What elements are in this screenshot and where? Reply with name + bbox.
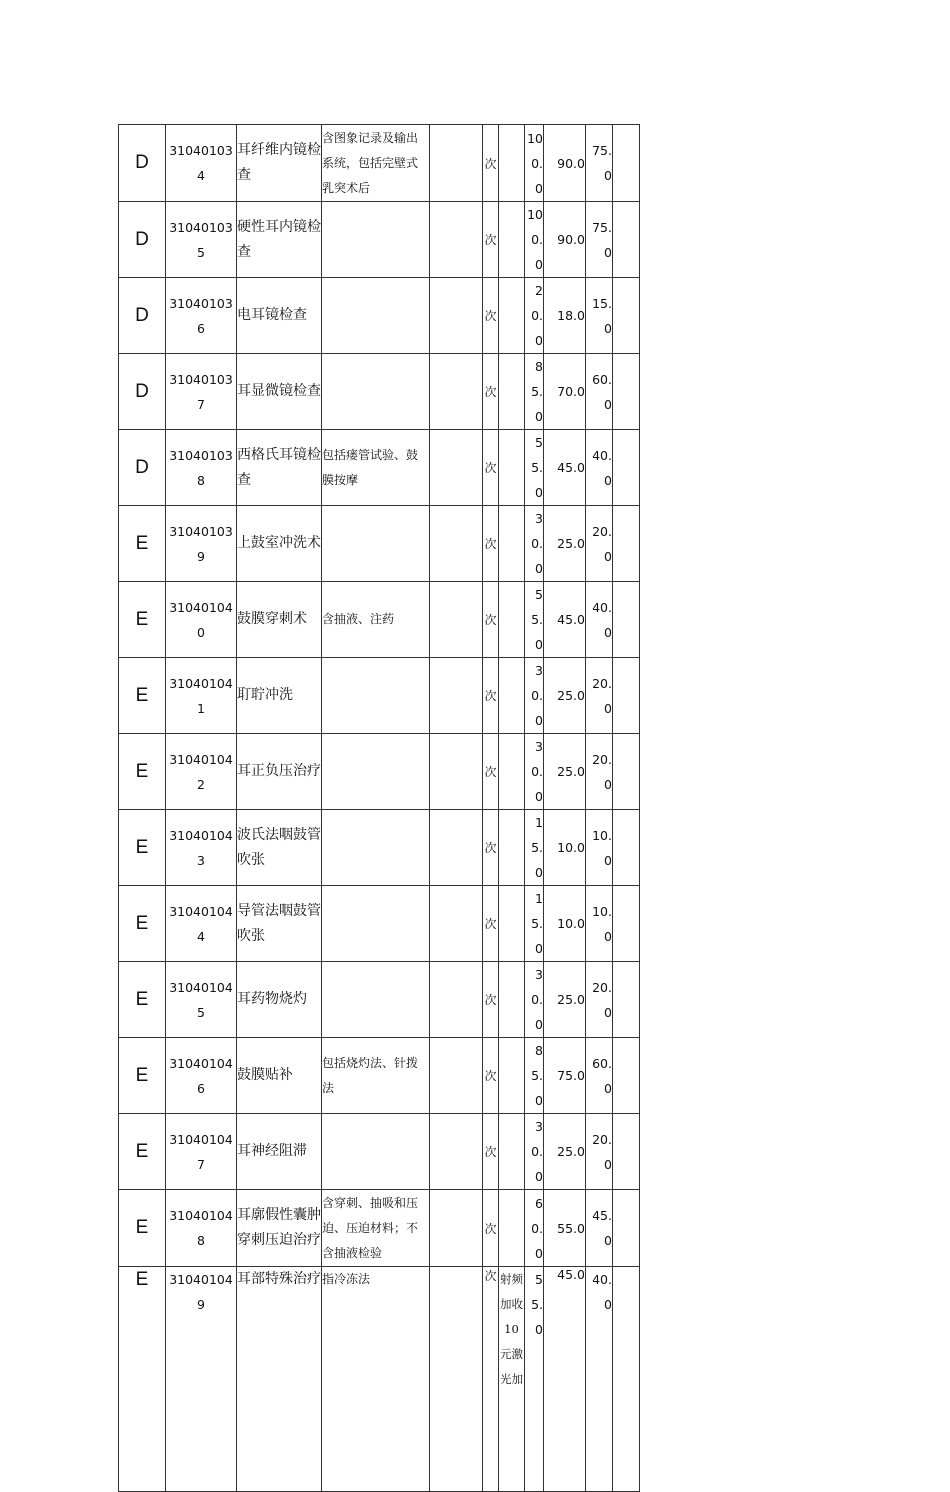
cell-name: 上鼓室冲洗术 — [237, 506, 322, 582]
cell-unit: 次 — [483, 658, 499, 734]
table-body — [119, 125, 640, 1492]
cell-note — [499, 1038, 525, 1114]
trailing-cell — [613, 962, 640, 1038]
cell-cls: E — [119, 962, 166, 1038]
cell-unit: 次 — [483, 962, 499, 1038]
cell-p3: 60.0 — [586, 354, 613, 430]
cell-p1: 100.0 — [525, 125, 544, 202]
cell-name: 导管法咽鼓管吹张 — [237, 886, 322, 962]
empty-cell — [430, 1038, 483, 1114]
trailing-cell — [613, 886, 640, 962]
cell-code: 310401049 — [166, 1267, 237, 1492]
cell-note — [499, 278, 525, 354]
cell-name: 波氏法咽鼓管吹张 — [237, 810, 322, 886]
cell-desc: 指冷冻法 — [322, 1267, 430, 1492]
cell-code: 310401034 — [166, 125, 237, 202]
table-row — [119, 1114, 640, 1190]
cell-code: 310401046 — [166, 1038, 237, 1114]
table-row — [119, 1190, 640, 1267]
cell-desc — [322, 734, 430, 810]
empty-cell — [430, 125, 483, 202]
cell-p3: 75.0 — [586, 202, 613, 278]
trailing-cell — [613, 125, 640, 202]
table-row — [119, 1038, 640, 1114]
cell-p2: 45.0 — [544, 430, 586, 506]
empty-cell — [430, 734, 483, 810]
cell-cls: E — [119, 886, 166, 962]
empty-cell — [430, 810, 483, 886]
trailing-cell — [613, 582, 640, 658]
cell-cls: D — [119, 278, 166, 354]
cell-p1: 55.0 — [525, 430, 544, 506]
empty-cell — [430, 1267, 483, 1492]
empty-cell — [430, 202, 483, 278]
cell-unit: 次 — [483, 886, 499, 962]
cell-p2: 55.0 — [544, 1190, 586, 1267]
cell-code: 310401035 — [166, 202, 237, 278]
cell-p2: 25.0 — [544, 506, 586, 582]
cell-desc — [322, 202, 430, 278]
cell-desc — [322, 886, 430, 962]
cell-p2: 25.0 — [544, 1114, 586, 1190]
cell-name: 耵聍冲洗 — [237, 658, 322, 734]
cell-p1: 85.0 — [525, 354, 544, 430]
cell-p3: 15.0 — [586, 278, 613, 354]
cell-unit: 次 — [483, 734, 499, 810]
cell-unit: 次 — [483, 1190, 499, 1267]
cell-code: 310401047 — [166, 1114, 237, 1190]
cell-name: 耳药物烧灼 — [237, 962, 322, 1038]
cell-desc: 含穿刺、抽吸和压迫、压迫材料；不含抽液检验 — [322, 1190, 430, 1267]
empty-cell — [430, 658, 483, 734]
cell-unit: 次 — [483, 430, 499, 506]
cell-desc: 包括烧灼法、针拨法 — [322, 1038, 430, 1114]
cell-p2: 10.0 — [544, 810, 586, 886]
cell-p3: 45.0 — [586, 1190, 613, 1267]
cell-p3: 60.0 — [586, 1038, 613, 1114]
cell-code: 310401037 — [166, 354, 237, 430]
cell-p2: 25.0 — [544, 658, 586, 734]
empty-cell — [430, 278, 483, 354]
fee-table — [118, 124, 640, 1492]
table-row — [119, 658, 640, 734]
cell-code: 310401039 — [166, 506, 237, 582]
empty-cell — [430, 430, 483, 506]
cell-p1: 30.0 — [525, 734, 544, 810]
trailing-cell — [613, 1038, 640, 1114]
cell-unit: 次 — [483, 582, 499, 658]
cell-code: 310401036 — [166, 278, 237, 354]
cell-code: 310401044 — [166, 886, 237, 962]
trailing-cell — [613, 506, 640, 582]
cell-name: 耳部特殊治疗 — [237, 1267, 322, 1492]
trailing-cell — [613, 278, 640, 354]
cell-p3: 40.0 — [586, 430, 613, 506]
empty-cell — [430, 582, 483, 658]
cell-p1: 55.0 — [525, 582, 544, 658]
trailing-cell — [613, 202, 640, 278]
cell-p1: 15.0 — [525, 886, 544, 962]
cell-cls: E — [119, 810, 166, 886]
cell-cls: D — [119, 202, 166, 278]
cell-desc — [322, 506, 430, 582]
table-row — [119, 810, 640, 886]
cell-p1: 30.0 — [525, 506, 544, 582]
trailing-cell — [613, 810, 640, 886]
empty-cell — [430, 506, 483, 582]
cell-desc: 包括瘘管试验、鼓膜按摩 — [322, 430, 430, 506]
cell-p1: 20.0 — [525, 278, 544, 354]
cell-cls: D — [119, 125, 166, 202]
cell-name: 耳廓假性囊肿穿刺压迫治疗 — [237, 1190, 322, 1267]
empty-cell — [430, 886, 483, 962]
cell-desc — [322, 354, 430, 430]
cell-note — [499, 354, 525, 430]
cell-note — [499, 734, 525, 810]
cell-note — [499, 506, 525, 582]
cell-p2: 90.0 — [544, 125, 586, 202]
cell-note — [499, 430, 525, 506]
cell-p2: 45.0 — [544, 582, 586, 658]
cell-unit: 次 — [483, 810, 499, 886]
empty-cell — [430, 354, 483, 430]
cell-name: 鼓膜贴补 — [237, 1038, 322, 1114]
cell-note — [499, 1190, 525, 1267]
cell-unit: 次 — [483, 1038, 499, 1114]
cell-p1: 30.0 — [525, 658, 544, 734]
cell-cls: D — [119, 430, 166, 506]
cell-desc: 含抽液、注药 — [322, 582, 430, 658]
cell-p2: 10.0 — [544, 886, 586, 962]
cell-p3: 75.0 — [586, 125, 613, 202]
cell-note — [499, 962, 525, 1038]
cell-name: 耳正负压治疗 — [237, 734, 322, 810]
table-row — [119, 354, 640, 430]
table-row — [119, 734, 640, 810]
table-row — [119, 202, 640, 278]
cell-p1: 85.0 — [525, 1038, 544, 1114]
cell-desc — [322, 658, 430, 734]
cell-unit: 次 — [483, 1267, 499, 1492]
cell-p2: 45.0 — [544, 1267, 586, 1492]
trailing-cell — [613, 430, 640, 506]
cell-code: 310401038 — [166, 430, 237, 506]
cell-name: 西格氏耳镜检查 — [237, 430, 322, 506]
cell-code: 310401040 — [166, 582, 237, 658]
cell-p3: 20.0 — [586, 734, 613, 810]
trailing-cell — [613, 734, 640, 810]
cell-p3: 20.0 — [586, 962, 613, 1038]
cell-unit: 次 — [483, 125, 499, 202]
table-row — [119, 125, 640, 202]
cell-name: 鼓膜穿刺术 — [237, 582, 322, 658]
table-row — [119, 430, 640, 506]
cell-unit: 次 — [483, 278, 499, 354]
cell-name: 硬性耳内镜检查 — [237, 202, 322, 278]
cell-name: 耳神经阻滞 — [237, 1114, 322, 1190]
cell-code: 310401043 — [166, 810, 237, 886]
cell-name: 耳显微镜检查 — [237, 354, 322, 430]
cell-name: 电耳镜检查 — [237, 278, 322, 354]
cell-p3: 20.0 — [586, 658, 613, 734]
cell-p1: 60.0 — [525, 1190, 544, 1267]
cell-note — [499, 582, 525, 658]
cell-p1: 30.0 — [525, 962, 544, 1038]
cell-p1: 15.0 — [525, 810, 544, 886]
cell-note — [499, 1114, 525, 1190]
cell-code: 310401041 — [166, 658, 237, 734]
table-row — [119, 506, 640, 582]
cell-cls: E — [119, 734, 166, 810]
cell-p1: 55.0 — [525, 1267, 544, 1492]
cell-p2: 70.0 — [544, 354, 586, 430]
cell-desc: 含图象记录及输出系统，包括完壁式乳突术后 — [322, 125, 430, 202]
cell-cls: E — [119, 506, 166, 582]
cell-desc — [322, 962, 430, 1038]
cell-note: 射频加收10元激光加 — [499, 1267, 525, 1492]
empty-cell — [430, 1114, 483, 1190]
cell-p2: 25.0 — [544, 962, 586, 1038]
cell-code: 310401045 — [166, 962, 237, 1038]
cell-unit: 次 — [483, 354, 499, 430]
cell-p2: 75.0 — [544, 1038, 586, 1114]
table-row — [119, 582, 640, 658]
empty-cell — [430, 962, 483, 1038]
cell-unit: 次 — [483, 506, 499, 582]
cell-cls: E — [119, 658, 166, 734]
cell-cls: E — [119, 1038, 166, 1114]
cell-note — [499, 125, 525, 202]
trailing-cell — [613, 1190, 640, 1267]
trailing-cell — [613, 354, 640, 430]
cell-p3: 10.0 — [586, 886, 613, 962]
cell-cls: D — [119, 354, 166, 430]
cell-p2: 25.0 — [544, 734, 586, 810]
table-row — [119, 278, 640, 354]
cell-note — [499, 810, 525, 886]
cell-p3: 40.0 — [586, 1267, 613, 1492]
cell-cls: E — [119, 582, 166, 658]
trailing-cell — [613, 1114, 640, 1190]
cell-p1: 30.0 — [525, 1114, 544, 1190]
table-row — [119, 962, 640, 1038]
trailing-cell — [613, 1267, 640, 1492]
cell-p3: 20.0 — [586, 506, 613, 582]
cell-note — [499, 886, 525, 962]
trailing-cell — [613, 658, 640, 734]
table-row — [119, 1267, 640, 1492]
empty-cell — [430, 1190, 483, 1267]
cell-p3: 40.0 — [586, 582, 613, 658]
cell-note — [499, 658, 525, 734]
cell-note — [499, 202, 525, 278]
cell-p3: 20.0 — [586, 1114, 613, 1190]
cell-desc — [322, 1114, 430, 1190]
cell-p1: 100.0 — [525, 202, 544, 278]
cell-desc — [322, 810, 430, 886]
cell-desc — [322, 278, 430, 354]
cell-cls: E — [119, 1190, 166, 1267]
cell-cls: E — [119, 1267, 166, 1492]
cell-unit: 次 — [483, 1114, 499, 1190]
cell-name: 耳纤维内镜检查 — [237, 125, 322, 202]
cell-code: 310401048 — [166, 1190, 237, 1267]
cell-unit: 次 — [483, 202, 499, 278]
cell-p3: 10.0 — [586, 810, 613, 886]
cell-code: 310401042 — [166, 734, 237, 810]
cell-p2: 90.0 — [544, 202, 586, 278]
cell-p2: 18.0 — [544, 278, 586, 354]
cell-cls: E — [119, 1114, 166, 1190]
table-row — [119, 886, 640, 962]
